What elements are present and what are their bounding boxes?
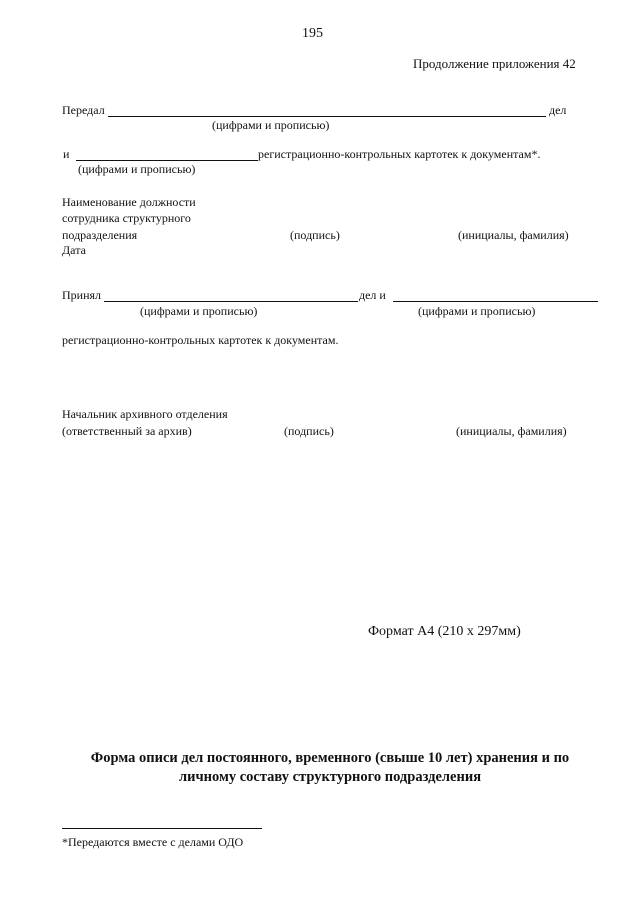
archive-signature-label: (подпись) — [284, 424, 334, 438]
footnote-separator — [62, 828, 262, 829]
reg-cards-count-line[interactable] — [76, 160, 258, 161]
initials-label: (инициалы, фамилия) — [458, 228, 569, 242]
position-line-3: подразделения — [62, 228, 138, 242]
hint-digits-words: (цифрами и прописью) — [212, 118, 330, 132]
hint-digits-words-2: (цифрами и прописью) — [78, 162, 196, 176]
footnote: *Передаются вместе с делами ОДО — [62, 835, 244, 849]
receipt-reg-cards-text: регистрационно-контрольных картотек к документам. — [62, 333, 339, 347]
passed-cases-line[interactable] — [108, 116, 546, 117]
hint-right: (цифрами и прописью) — [418, 304, 536, 318]
reg-cards-text: регистрационно-контрольных картотек к документам*. — [258, 147, 541, 161]
format-note: Формат А4 (210 х 297мм) — [368, 624, 521, 639]
hint-left: (цифрами и прописью) — [140, 304, 258, 318]
archive-initials-label: (инициалы, фамилия) — [456, 424, 567, 438]
form-title-line-2: личному составу структурного подразделения — [178, 769, 482, 785]
cases-word: дел — [549, 103, 567, 117]
position-line-2: сотрудника структурного — [62, 211, 191, 225]
appendix-continuation-note: Продолжение приложения 42 — [413, 56, 576, 71]
archive-head-line-2: (ответственный за архив) — [62, 424, 192, 438]
page-number: 195 — [302, 26, 323, 41]
signature-label: (подпись) — [290, 228, 340, 242]
archive-head-line-1: Начальник архивного отделения — [62, 407, 228, 421]
cases-and-word: дел и — [359, 288, 386, 302]
passed-label: Передал — [62, 103, 105, 117]
received-cases-line[interactable] — [104, 301, 358, 302]
and-word: и — [63, 147, 70, 161]
form-title-line-1: Форма описи дел постоянного, временного (свыше 10 лет) хранения и по — [90, 750, 570, 766]
received-label: Принял — [62, 288, 102, 302]
form-title — [60, 749, 600, 787]
date-label: Дата — [62, 243, 86, 257]
position-line-1: Наименование должности — [62, 195, 196, 209]
received-cards-line[interactable] — [393, 301, 598, 302]
